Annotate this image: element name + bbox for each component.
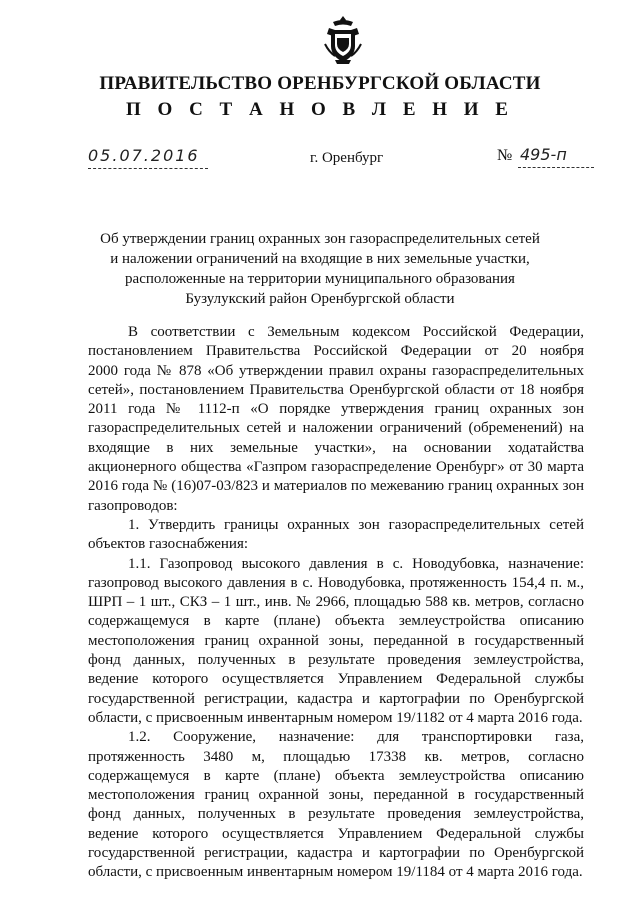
title-line: расположенные на территории муниципального образования — [125, 271, 515, 287]
number-underline — [518, 167, 594, 168]
text-line: ведение которого осуществляется Управлением Федеральной службы — [88, 825, 584, 842]
title-line: Бузулукский район Оренбургской области — [185, 291, 455, 307]
text-line: ведение которого осуществляется Управлением Федеральной службы — [88, 671, 584, 688]
text-line: газопроводов: — [88, 497, 178, 514]
text-line: объектов газоснабжения: — [88, 536, 249, 553]
text-line: 1.1. Газопровод высокого давления в с. Новодубовка, назначение: — [128, 555, 584, 572]
text-line: государственной регистрации, кадастра и картографии по Оренбургской — [88, 845, 584, 862]
text-line: 1. Утвердить границы охранных зон газораспределительных сетей — [128, 516, 584, 533]
text-line: В соответствии с Земельным кодексом Российской Федерации, — [128, 324, 584, 340]
text-line: местоположения границ охранной зоны, переданной в государственный — [88, 632, 584, 649]
text-line: газораспределительных сетей и наложении ограничений (обременений) на — [88, 420, 584, 437]
text-line: фонд данных, полученных в результате проведения землеустройства, — [88, 806, 584, 823]
text-line: входящие в них земельные участки», на основании ходатайства — [88, 439, 584, 456]
text-line: ШРП – 1 шт., СКЗ – 1 шт., инв. № 2966, площадью 588 кв. метров, согласно — [88, 594, 584, 611]
government-title: ПРАВИТЕЛЬСТВО ОРЕНБУРГСКОЙ ОБЛАСТИ — [99, 73, 541, 94]
text-line: сетей», постановлением Правительства Оренбургской области от 18 ноября — [88, 381, 584, 398]
text-line: 1.2. Сооружение, назначение: для транспортировки газа, — [128, 729, 584, 746]
text-line: содержащемуся в карте (плане) объекта землеустройства описанию — [88, 613, 584, 630]
text-line: области, с присвоенным инвентарным номером 19/1182 от 4 марта 2016 года. — [88, 709, 583, 726]
document-date — [88, 146, 208, 170]
handwritten-number: 495-п — [520, 145, 567, 164]
text-line: 2011 года № 1112-п «О порядке утверждения границ охранных зон — [88, 401, 584, 418]
document-body — [88, 323, 584, 883]
preamble-paragraph — [88, 323, 584, 516]
text-line: 2000 года № 878 «Об утверждении правил охраны газораспределительных — [88, 362, 584, 379]
item-1-paragraph — [88, 516, 584, 555]
number-label: № — [497, 147, 513, 164]
coat-of-arms-emblem — [323, 14, 363, 66]
text-line: постановлением Правительства Российской Федерации от 20 ноября — [88, 343, 584, 360]
text-line: местоположения границ охранной зоны, переданной в государственный — [88, 787, 584, 804]
date-underline — [88, 168, 208, 169]
handwritten-date: 05.07.2016 — [88, 146, 200, 165]
item-1-2-paragraph — [88, 728, 584, 882]
text-line: акционерного общества «Газпром газораспределение Оренбург» от 30 марта — [88, 459, 584, 476]
item-1-1-paragraph — [88, 555, 584, 729]
text-line: фонд данных, полученных в результате проведения землеустройства, — [88, 652, 584, 669]
text-line: протяженность 3480 м, площадью 17338 кв. метров, согласно — [88, 748, 584, 765]
title-line: Об утверждении границ охранных зон газораспределительных сетей — [100, 231, 540, 247]
document-city: г. Оренбург — [310, 150, 384, 166]
title-line: и наложении ограничений на входящие в них земельные участки, — [110, 251, 530, 267]
text-line: содержащемуся в карте (плане) объекта землеустройства описанию — [88, 767, 584, 784]
text-line: области, с присвоенным инвентарным номером 19/1184 от 4 марта 2016 года. — [88, 864, 583, 881]
text-line: газопровод высокого давления в с. Новодубовка, протяженность 154,4 п. м., — [88, 574, 584, 591]
document-title — [100, 229, 540, 309]
document-type: П О С Т А Н О В Л Е Н И Е — [126, 99, 514, 120]
text-line: 2016 года № (16)07-03/823 и материалов по межеванию границ охранных зон — [88, 478, 584, 495]
text-line: государственной регистрации, кадастра и картографии по Оренбургской — [88, 690, 584, 707]
